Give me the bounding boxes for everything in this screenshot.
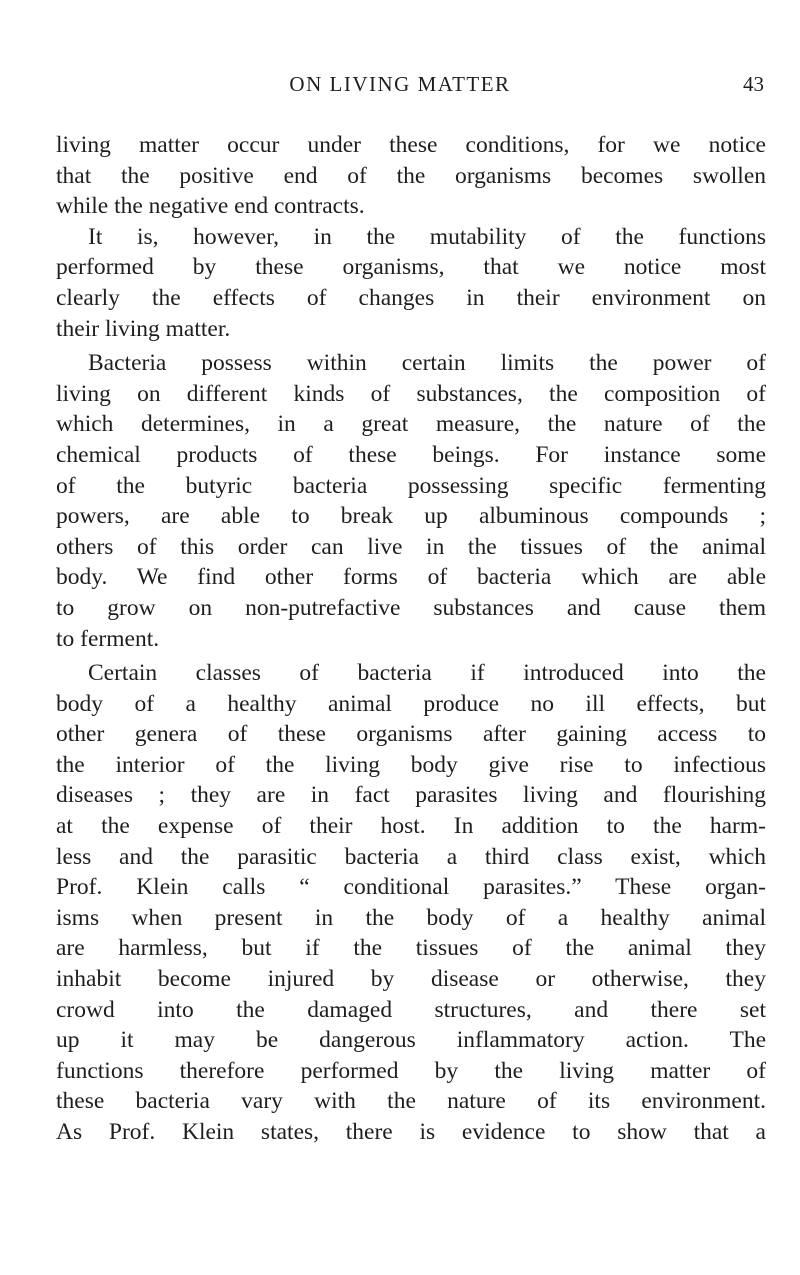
text-line: of the butyric bacteria possessing specific fermenting <box>56 472 766 499</box>
text-line: at the expense of their host. In addition to the harm- <box>56 813 766 840</box>
text-line: clearly the effects of changes in their environment on <box>56 284 766 311</box>
text-line: chemical products of these beings. For instance some <box>56 441 766 468</box>
text-line: powers, are able to break up albuminous compounds ; <box>56 503 766 530</box>
text-line: are harmless, but if the tissues of the animal they <box>56 935 766 962</box>
text-line: diseases ; they are in fact parasites living and flourishing <box>56 782 766 809</box>
text-line: isms when present in the body of a healthy animal <box>56 904 766 931</box>
running-header <box>0 72 800 112</box>
text-line: which determines, in a great measure, the nature of the <box>56 411 766 438</box>
text-line: As Prof. Klein states, there is evidence to show that a <box>56 1119 766 1145</box>
text-line: living matter occur under these conditions, for we notice <box>56 132 766 158</box>
page-number: 43 <box>743 72 764 96</box>
text-line: that the positive end of the organisms becomes swollen <box>56 162 766 189</box>
text-line: these bacteria vary with the nature of its environment. <box>56 1088 766 1115</box>
text-line: performed by these organisms, that we notice most <box>56 254 766 281</box>
text-line: Certain classes of bacteria if introduced into the <box>88 660 766 687</box>
text-line: living on different kinds of substances, the composition of <box>56 380 766 407</box>
text-line: other genera of these organisms after gaining access to <box>56 721 766 748</box>
text-line: the interior of the living body give rise to infectious <box>56 751 766 778</box>
text-line: up it may be dangerous inflammatory action. The <box>56 1027 766 1054</box>
text-line: their living matter. <box>56 315 231 342</box>
text-line: to grow on non-putrefactive substances and cause them <box>56 594 766 621</box>
text-line: less and the parasitic bacteria a third class exist, which <box>56 843 766 870</box>
running-title: ON LIVING MATTER <box>289 72 511 96</box>
text-line: functions therefore performed by the living matter of <box>56 1057 766 1084</box>
text-line: while the negative end contracts. <box>56 193 365 220</box>
text-line: body. We find other forms of bacteria which are able <box>56 564 766 591</box>
text-line: inhabit become injured by disease or otherwise, they <box>56 966 766 993</box>
text-line: body of a healthy animal produce no ill effects, but <box>56 690 766 717</box>
text-line: It is, however, in the mutability of the functions <box>88 223 766 250</box>
text-line: Bacteria possess within certain limits the power of <box>88 350 766 377</box>
text-line: to ferment. <box>56 625 160 652</box>
text-line: crowd into the damaged structures, and there set <box>56 996 766 1023</box>
body-text <box>56 130 766 1148</box>
text-line: Prof. Klein calls “ conditional parasites.” These organ- <box>56 874 766 901</box>
text-line: others of this order can live in the tissues of the animal <box>56 533 766 560</box>
